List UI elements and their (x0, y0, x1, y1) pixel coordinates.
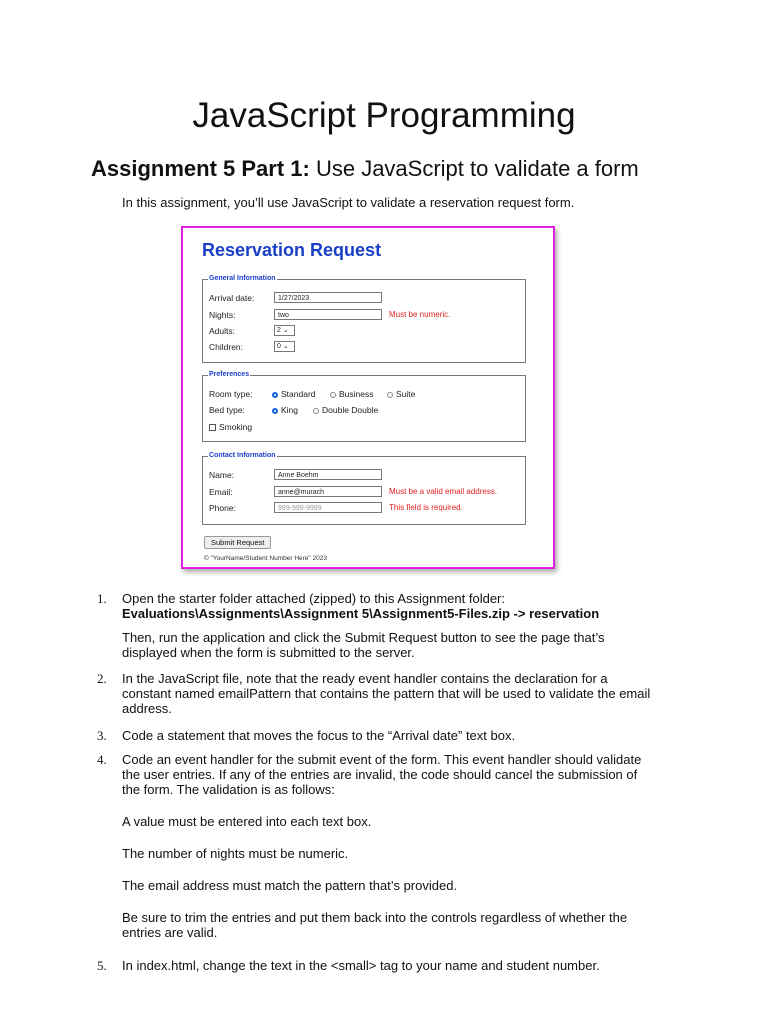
radio-checked-icon (272, 408, 278, 414)
step-3 (97, 728, 652, 743)
preferences-legend: Preferences (209, 371, 250, 378)
email-label: Email: (209, 487, 233, 497)
email-input[interactable]: anne@murach (274, 486, 382, 497)
step-number: 2. (97, 671, 107, 686)
radio-unchecked-icon (313, 408, 319, 414)
room-option-label: Suite (396, 389, 416, 399)
step-number: 5. (97, 958, 107, 973)
bed-type-label: Bed type: (209, 405, 245, 415)
name-input[interactable]: Anne Boehm (274, 469, 382, 480)
assignment-number: Assignment 5 Part 1: (91, 156, 310, 181)
room-option-label: Business (339, 389, 374, 399)
room-option-standard[interactable] (272, 388, 316, 400)
assignment-heading (91, 156, 639, 182)
radio-unchecked-icon (387, 392, 393, 398)
smoking-label: Smoking (219, 422, 253, 432)
step-text: Code an event handler for the submit event of the form. This event handler should validate the user entries. If any of the entries are invalid, the code should cancel the submission of the form. The validation is as follows: (122, 752, 642, 797)
step-2 (97, 671, 652, 716)
room-option-suite[interactable] (387, 388, 415, 400)
adults-label: Adults: (209, 326, 235, 336)
step-path: Evaluations\Assignments\Assignment 5\Assignment5-Files.zip -> reservation (122, 606, 600, 621)
email-error: Must be a valid email address. (389, 487, 498, 496)
bed-option-king[interactable] (272, 404, 298, 416)
step-number: 3. (97, 728, 107, 743)
bed-option-double[interactable] (313, 404, 378, 416)
checkbox-icon (209, 424, 216, 431)
adults-select[interactable] (274, 325, 295, 336)
step-sub-item: A value must be entered into each text box. (122, 814, 372, 829)
contact-info-fieldset (202, 452, 526, 525)
radio-unchecked-icon (330, 392, 336, 398)
step-text: In the JavaScript file, note that the ready event handler contains the declaration for a constant named emailPattern that contains the pattern that will be used to validate the email address. (122, 671, 651, 716)
bed-option-label: King (281, 405, 299, 415)
general-info-legend: General Information (209, 275, 276, 282)
children-value: 0 (277, 343, 281, 350)
nights-input[interactable]: two (274, 309, 382, 320)
children-select[interactable] (274, 341, 295, 352)
nights-label: Nights: (209, 310, 236, 320)
arrival-label: Arrival date: (209, 293, 255, 303)
nights-error: Must be numeric. (389, 310, 451, 319)
general-info-fieldset (202, 275, 526, 363)
adults-value: 2 (277, 327, 281, 334)
page-title: JavaScript Programming (192, 96, 576, 135)
bed-option-label: Double Double (322, 405, 379, 415)
step-sub-item: The number of nights must be numeric. (122, 846, 349, 861)
form-title: Reservation Request (202, 240, 382, 260)
chevron-down-icon: ⌄ (282, 327, 289, 334)
step-sub-item: The email address must match the pattern that’s provided. (122, 878, 458, 893)
radio-checked-icon (272, 392, 278, 398)
chevron-down-icon: ⌄ (282, 343, 289, 350)
phone-input[interactable]: 999-999-9999 (274, 502, 382, 513)
intro-text: In this assignment, you’ll use JavaScript to validate a reservation request form. (122, 195, 575, 210)
form-screenshot (181, 226, 555, 569)
phone-label: Phone: (209, 503, 236, 513)
step-4 (97, 752, 652, 940)
step-text: Code a statement that moves the focus to the “Arrival date” text box. (122, 728, 516, 743)
submit-request-button[interactable]: Submit Request (204, 536, 271, 549)
children-label: Children: (209, 342, 244, 352)
preferences-fieldset (202, 371, 526, 442)
step-1 (97, 591, 652, 660)
step-number: 1. (97, 591, 107, 606)
assignment-subtitle: Use JavaScript to validate a form (309, 156, 639, 181)
contact-info-legend: Contact Information (209, 452, 276, 459)
smoking-row[interactable] (209, 421, 252, 433)
step-number: 4. (97, 752, 107, 767)
step-5 (97, 958, 652, 973)
step-text: In index.html, change the text in the <small> tag to your name and student number. (122, 958, 600, 973)
arrival-input[interactable]: 1/27/2023 (274, 292, 382, 303)
phone-error: This field is required. (389, 503, 463, 512)
room-option-label: Standard (281, 389, 316, 399)
copyright-text: © "YourName/Student Number Here" 2023 (204, 555, 327, 562)
name-label: Name: (209, 470, 235, 480)
step-text: Open the starter folder attached (zipped) to this Assignment folder: (122, 591, 505, 606)
room-option-business[interactable] (330, 388, 374, 400)
room-type-label: Room type: (209, 389, 253, 399)
step-extra: Then, run the application and click the Submit Request button to see the page that’s displayed when the form is submitted to the server. (122, 630, 605, 660)
step-sub-item: Be sure to trim the entries and put them back into the controls regardless of whether the entries are valid. (122, 910, 628, 940)
